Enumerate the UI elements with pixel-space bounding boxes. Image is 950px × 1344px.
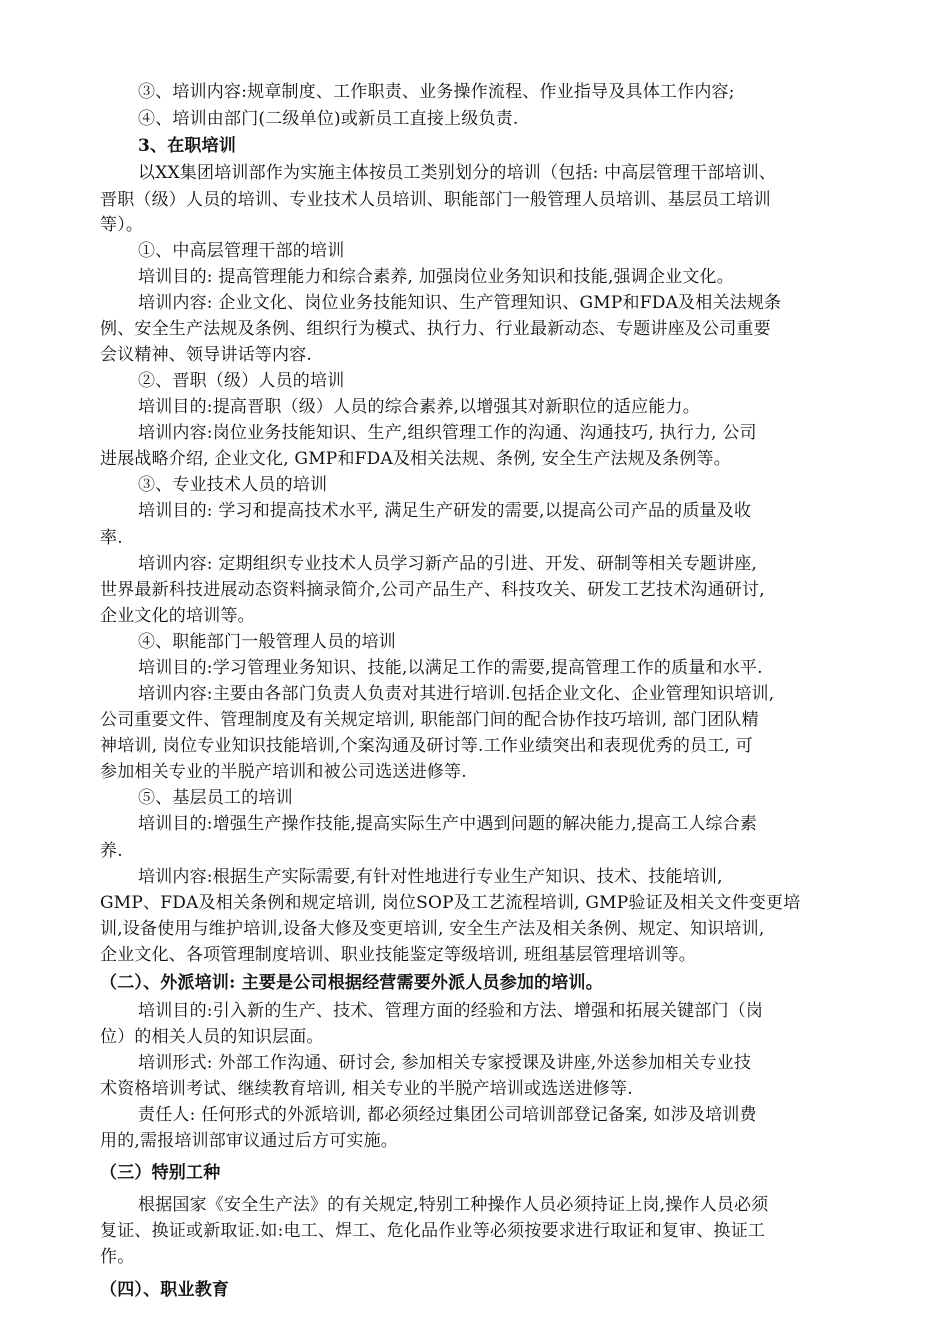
text-line: 培训目的: 学习和提高技术水平, 满足生产研发的需要,以提高公司产品的质量及收 (138, 501, 752, 521)
text-line: 世界最新科技进展动态资料摘录简介,公司产品生产、科技攻关、研发工艺技术沟通研讨, (100, 580, 765, 600)
text-line: 企业文化的培训等。 (100, 606, 255, 626)
section-heading: 3、在职培训 (138, 136, 237, 156)
text-line: 培训形式: 外部工作沟通、研讨会, 参加相关专家授课及讲座,外送参加相关专业技 (138, 1053, 752, 1073)
text-line: 公司重要文件、管理制度及有关规定培训, 职能部门间的配合协作技巧培训, 部门团队精 (100, 710, 759, 730)
text-line: 养. (100, 841, 123, 861)
section-heading: （四）、职业教育 (100, 1280, 230, 1300)
text-line: 培训内容: 定期组织专业技术人员学习新产品的引进、开发、研制等相关专题讲座, (138, 554, 758, 574)
text-line: 培训内容:岗位业务技能知识、生产,组织管理工作的沟通、沟通技巧, 执行力, 公司 (138, 423, 757, 443)
text-line: 复证、换证或新取证.如:电工、焊工、危化品作业等必须按要求进行取证和复审、换证工 (100, 1221, 766, 1241)
text-line: 用的,需报培训部审议通过后方可实施。 (100, 1131, 399, 1151)
text-line: 训,设备使用与维护培训,设备大修及变更培训, 安全生产法及相关条例、规定、知识培训, (100, 919, 765, 939)
text-line: ③、培训内容:规章制度、工作职责、业务操作流程、作业指导及具体工作内容; (138, 82, 735, 102)
text-line: 培训内容:主要由各部门负责人负责对其进行培训.包括企业文化、企业管理知识培训, (138, 684, 775, 704)
subsection-heading: ②、晋职（级）人员的培训 (138, 371, 345, 391)
subsection-heading: ①、中高层管理干部的培训 (138, 241, 345, 261)
text-line: 会议精神、领导讲话等内容. (100, 345, 313, 365)
text-line: 培训内容:根据生产实际需要,有针对性地进行专业生产知识、技术、技能培训, (138, 867, 723, 887)
text-line: 培训目的:提高晋职（级）人员的综合素养,以增强其对新职位的适应能力。 (138, 397, 700, 417)
text-line: 责任人: 任何形式的外派培训, 都必须经过集团公司培训部登记备案, 如涉及培训费 (138, 1105, 757, 1125)
text-line: GMP、FDA及相关条例和规定培训, 岗位SOP及工艺流程培训, GMP验证及相关文件变更培 (100, 893, 801, 913)
text-line: 晋职（级）人员的培训、专业技术人员培训、职能部门一般管理人员培训、基层员工培训 (100, 190, 771, 210)
text-line: 培训目的:引入新的生产、技术、管理方面的经验和方法、增强和拓展关键部门（岗 (138, 1001, 764, 1021)
text-line: 培训目的:增强生产操作技能,提高实际生产中遇到问题的解决能力,提高工人综合素 (138, 814, 758, 834)
text-line: 根据国家《安全生产法》的有关规定,特别工种操作人员必须持证上岗,操作人员必须 (138, 1195, 769, 1215)
text-line: 作。 (100, 1247, 135, 1267)
text-line: 进展战略介绍, 企业文化, GMP和FDA及相关法规、条例, 安全生产法规及条例等。 (100, 449, 731, 469)
text-line: 以XX集团培训部作为实施主体按员工类别划分的培训（包括: 中高层管理干部培训、 (138, 163, 777, 183)
subsection-heading: ⑤、基层员工的培训 (138, 788, 293, 808)
text-line: 术资格培训考试、继续教育培训, 相关专业的半脱产培训或选送进修等. (100, 1079, 633, 1099)
text-line: 神培训, 岗位专业知识技能培训,个案沟通及研讨等.工作业绩突出和表现优秀的员工, 可 (100, 736, 753, 756)
section-heading: （二）、外派培训: 主要是公司根据经营需要外派人员参加的培训。 (100, 973, 603, 993)
subsection-heading: ④、职能部门一般管理人员的培训 (138, 632, 396, 652)
text-line: 例、安全生产法规及条例、组织行为模式、执行力、行业最新动态、专题讲座及公司重要 (100, 319, 771, 339)
text-line: 培训目的:学习管理业务知识、技能,以满足工作的需要,提高管理工作的质量和水平. (138, 658, 763, 678)
text-line: 等）。 (100, 215, 144, 235)
text-line: 企业文化、各项管理制度培训、职业技能鉴定等级培训, 班组基层管理培训等。 (100, 945, 697, 965)
text-line: 培训目的: 提高管理能力和综合素养, 加强岗位业务知识和技能,强调企业文化。 (138, 267, 734, 287)
subsection-heading: ③、专业技术人员的培训 (138, 475, 328, 495)
text-line: 位）的相关人员的知识层面。 (100, 1027, 324, 1047)
text-line: 培训内容: 企业文化、岗位业务技能知识、生产管理知识、GMP和FDA及相关法规条 (138, 293, 782, 313)
text-line: ④、培训由部门(二级单位)或新员工直接上级负责. (138, 109, 519, 129)
text-line: 参加相关专业的半脱产培训和被公司选送进修等. (100, 762, 467, 782)
text-line: 率. (100, 528, 123, 548)
section-heading: （三）特别工种 (100, 1163, 221, 1183)
